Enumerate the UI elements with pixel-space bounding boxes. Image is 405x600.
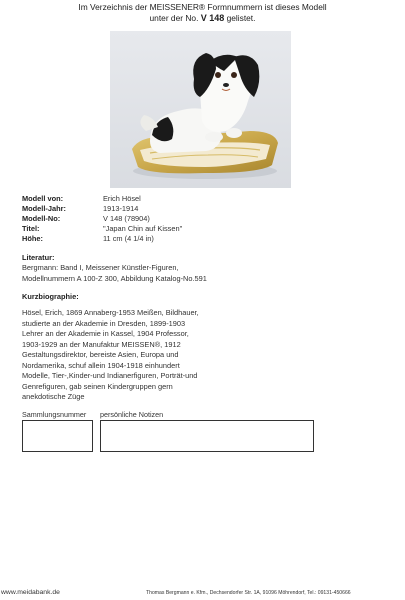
header-line-2: unter der No. V 148 gelistet. [149,13,256,23]
detail-label-titel: Titel: [22,224,40,233]
detail-label-modell-von: Modell von: [22,194,64,203]
detail-value-modell-no: V 148 (78904) [103,214,150,223]
detail-value-modell-von: Erich Hösel [103,194,141,203]
detail-value-modell-jahr: 1913-1914 [103,204,139,213]
literatur-text: Bergmann: Band I, Meissener Künstler-Figuren, Modellnummern A 100-Z 300, Abbildung Katalog-No.591 [22,263,207,283]
japan-chin-figurine-image [110,31,291,188]
detail-label-hoehe: Höhe: [22,234,43,243]
detail-value-hoehe: 11 cm (4 1/4 in) [103,234,154,243]
literatur-heading: Literatur: [22,253,55,262]
notizen-label: persönliche Notizen [100,410,164,419]
footer-website[interactable]: www.meidabank.de [1,589,60,596]
detail-label-modell-no: Modell-No: [22,214,61,223]
sammlungsnummer-field[interactable] [22,420,93,452]
sammlungsnummer-label: Sammlungsnummer [22,410,87,419]
figurine-photo [110,31,291,188]
kurzbiographie-text: Hösel, Erich, 1869 Annaberg-1953 Meißen, Bildhauer, studierte an der Akademie in Dresden, 1899-1903 Lehrer an der Akademie in Kassel, 1904 Professor, 1903-1929 an der Manufaktur MEISSEN®, 1912 Gestaltungsdirektor, bereiste Asien, Europa und Nordamerika, schuf allein 1904-1918 einhundert Modelle, Tier-,Kinder-und Indianerfiguren, Porträt-und Genrefiguren, gab seinen Kindergruppen gern anekdotische Züge [22,308,199,401]
detail-label-modell-jahr: Modell-Jahr: [22,204,66,213]
kurzbiographie-heading: Kurzbiographie: [22,292,79,301]
header-line-1: Im Verzeichnis der MEISSENER® Formnummern ist dieses Modell [78,2,327,12]
detail-value-titel: "Japan Chin auf Kissen" [103,224,183,233]
footer-address: Thomas Bergmann e. Kfm., Dechsendorfer Str. 1A, 91096 Möhrendorf, Tel.: 09131-450666 [146,590,351,596]
notizen-field[interactable] [100,420,314,452]
model-number: V 148 [200,13,225,23]
